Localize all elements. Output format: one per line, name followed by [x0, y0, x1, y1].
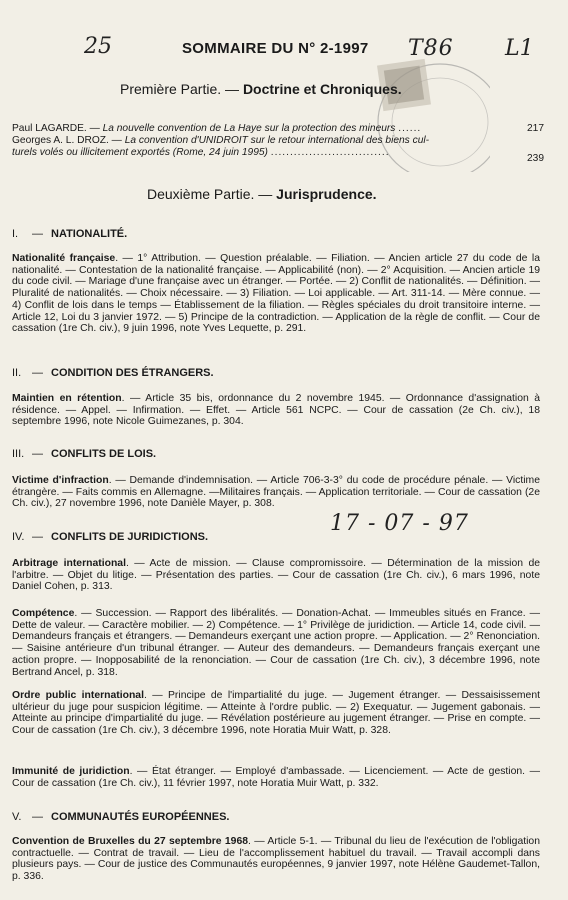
- doctrine-page: 239: [527, 153, 544, 164]
- paragraph-lead: Immunité de juridiction: [12, 766, 130, 777]
- part-two-label: Deuxième Partie. —: [147, 186, 273, 202]
- doctrine-entry-continued: [12, 147, 544, 164]
- section-heading: IV. — CONFLITS DE JURIDICTIONS.: [12, 531, 209, 543]
- paragraph-text: . — Acte de mission. — Clause compromissoire. — Détermination de la mission de l'arbitre. — Objet du litige. — Présentation des parties. — Cour de cassation (1re Ch. civ.), 6 mars 1996, note Daniel Cohen, p. 313.: [12, 558, 540, 593]
- paragraph-text: . — Demande d'indemnisation. — Article 706-3-3° du code de procédure pénale. — Victime étrangère. — Faits commis en Allemagne. —Militaires français. — Application territoriale. — Cour de cassation (2e Ch. civ.), 27 novembre 1996, note Danièle Mayer, p. 308.: [12, 475, 540, 510]
- section-title: CONFLITS DE JURIDICTIONS.: [51, 531, 209, 543]
- section-number: II.: [12, 367, 22, 379]
- section-title: NATIONALITÉ.: [51, 228, 128, 240]
- section-number: V.: [12, 811, 22, 823]
- page-title: SOMMAIRE DU N° 2-1997: [182, 40, 369, 57]
- summary-paragraph: [12, 766, 540, 789]
- paragraph-lead: Victime d'infraction: [12, 475, 109, 486]
- section-title: CONDITION DES ÉTRANGERS.: [51, 367, 214, 379]
- doctrine-author: Georges A. L. DROZ. —: [12, 135, 122, 146]
- paragraph-lead: Convention de Bruxelles du 27 septembre 1968: [12, 836, 249, 847]
- doctrine-page: 217: [527, 123, 544, 134]
- paragraph-text: . — Principe de l'impartialité du juge. — Jugement étranger. — Dessaisissement ultérieur du juge pour suspicion légitime. — Atteinte à l'ordre public. — 2) Exequatur. — Jugement gabonais. — Atteinte au principe d'impartialité du juge. — Révélation postérieure au jugement étranger. — Prise en compte. — Cour de cassation (1re Ch. civ.), 3 décembre 1996, note Horatia Muir Watt, p. 328.: [12, 690, 540, 737]
- section-heading: V. — COMMUNAUTÉS EUROPÉENNES.: [12, 811, 230, 823]
- section-title: CONFLITS DE LOIS.: [51, 448, 157, 460]
- summary-paragraph: [12, 690, 540, 737]
- summary-paragraph: [12, 475, 540, 510]
- paragraph-text: . — Article 35 bis, ordonnance du 2 novembre 1945. — Ordonnance d'assignation à résidence. — Appel. — Infirmation. — Effet. — Article 561 NCPC. — Cour de cassation (2e Ch. civ.), 18 septembre 1996, note Nicole Guimezanes, p. 304.: [12, 393, 540, 428]
- doctrine-author: Paul LAGARDE. —: [12, 123, 100, 134]
- doctrine-entry: [12, 123, 544, 136]
- part-two-title: Jurisprudence.: [276, 186, 377, 202]
- part-one-label: Première Partie. —: [120, 81, 240, 97]
- section-heading: III. — CONFLITS DE LOIS.: [12, 448, 157, 460]
- doctrine-title: La convention d'UNIDROIT sur le retour international des biens cul-: [124, 135, 430, 146]
- section-heading: II. — CONDITION DES ÉTRANGERS.: [12, 367, 214, 379]
- doctrine-title-continued: turels volés ou illicitement exportés (Rome, 24 juin 1995): [12, 147, 268, 158]
- section-number: I.: [12, 228, 19, 240]
- paragraph-text: . — 1° Attribution. — Question préalable. — Filiation. — Ancien article 27 du code de la nationalité. — Contestation de la nationalité française. — Applicabilité (non). — 2° Acquisition. — Ancien article 19 du code civil. — Mariage d'une française avec un étranger. — Portée. — 2) Conflit de nationalités. — Définition. — Pluralité de nationalités. — Choix nécessaire. — 3) Filiation. — Loi applicable. — Art. 311-14. — Mère connue. — 4) Conflit de lois dans le temps — Établissement de la filiation. — Règles spéciales du droit transitoire interne. — Article 12, Loi du 3 janvier 1972. — 5) Principe de la contradiction. — Application de la règle de conflit. — Cour de cassation (1re Ch. civ.), 9 juin 1996, note Yves Lequette, p. 291.: [12, 253, 540, 335]
- doctrine-entry: [12, 135, 544, 148]
- paragraph-text: . — Article 5-1. — Tribunal du lieu de l'exécution de l'obligation contractuelle. — Contrat de travail. — Lieu de l'accomplissement habituel du travail. — Travail accompli dans plusieurs pays. — Cour de justice des Communautés européennes, 9 janvier 1997, note Hélène Gaudemet-Tallon, p. 336.: [12, 836, 540, 883]
- paragraph-lead: Maintien en rétention: [12, 393, 122, 404]
- summary-paragraph: [12, 608, 540, 678]
- section-heading: I. — NATIONALITÉ.: [12, 228, 128, 240]
- doctrine-title: La nouvelle convention de La Haye sur la protection des mineurs: [102, 123, 396, 134]
- summary-paragraph: [12, 393, 540, 428]
- handwritten-code: T86: [408, 36, 454, 61]
- part-one-heading: [120, 81, 402, 97]
- summary-paragraph: [12, 253, 540, 335]
- leader-dots: ......: [398, 123, 422, 134]
- leader-dots: ...............................: [270, 147, 390, 158]
- handwritten-date: 17 - 07 - 97: [330, 511, 469, 536]
- part-one-title: Doctrine et Chroniques.: [242, 81, 402, 97]
- summary-paragraph: [12, 836, 540, 883]
- paragraph-text: . — Succession. — Rapport des libéralités. — Donation-Achat. — Immeubles situés en France. — Dette de valeur. — Caractère mobilier. — 2) Compétence. — 1° Privilège de juridiction. — Article 14, code civil. — Demandeurs français et étrangers. — Demandeurs exerçant une action propre. — Application. — 2° Renonciation. — Saisine antérieure d'un tribunal étranger. — Auteur des demandeurs. — Demandeurs français exerçant une action propre. — Inopposabilité de la renonciation. — Cour de cassation (1re Ch. civ.), 3 décembre 1996, note Bertrand Ancel, p. 318.: [12, 608, 540, 678]
- section-title: COMMUNAUTÉS EUROPÉENNES.: [51, 811, 230, 823]
- section-number: III.: [12, 448, 25, 460]
- summary-paragraph: [12, 558, 540, 593]
- handwritten-code-2: L1: [505, 36, 534, 61]
- paragraph-lead: Compétence: [12, 608, 75, 619]
- section-number: IV.: [12, 531, 25, 543]
- part-two-heading: [147, 186, 377, 202]
- handwritten-number: 25: [84, 34, 112, 59]
- paragraph-text: . — État étranger. — Employé d'ambassade. — Licenciement. — Acte de gestion. — Cour de cassation (1re Ch. civ.), 11 février 1997, note Horatia Muir Watt, p. 332.: [12, 766, 540, 789]
- paragraph-lead: Nationalité française: [12, 253, 116, 264]
- paragraph-lead: Ordre public international: [12, 690, 144, 701]
- paragraph-lead: Arbitrage international: [12, 558, 126, 569]
